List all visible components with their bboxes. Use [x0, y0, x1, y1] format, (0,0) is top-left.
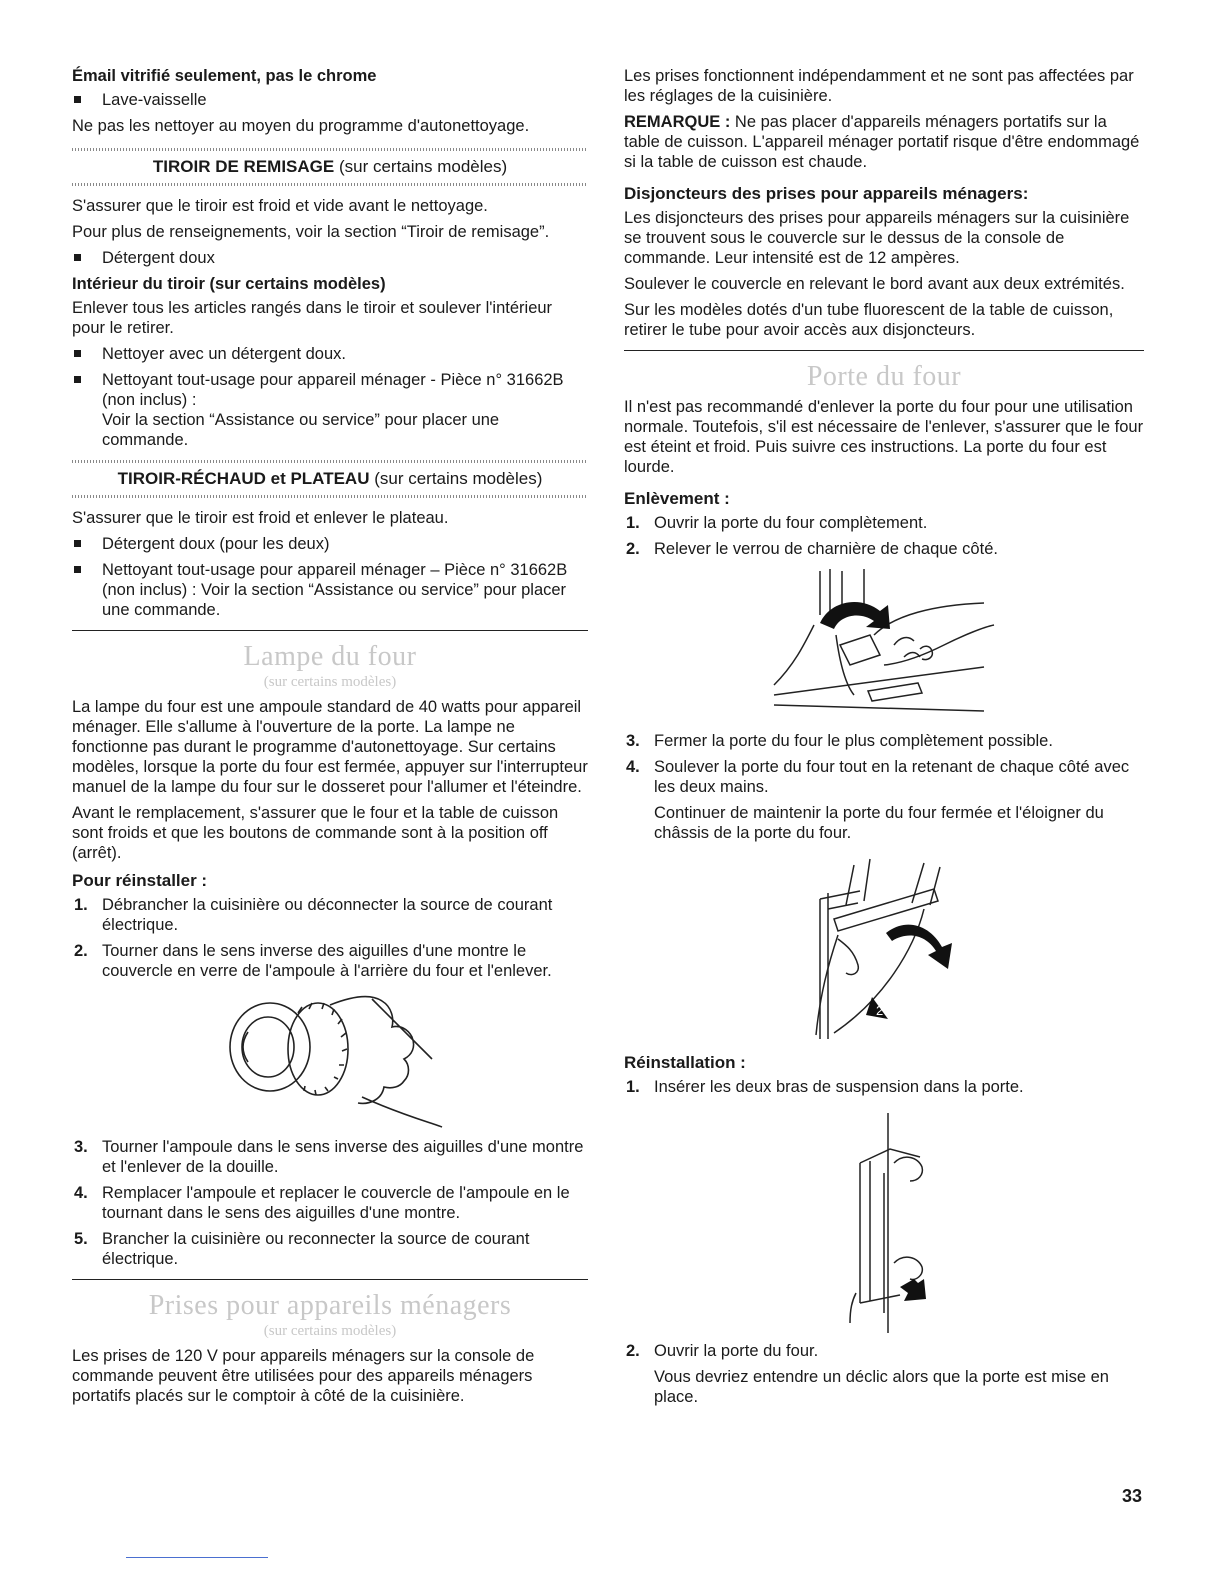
- reinstall-heading: Réinstallation :: [624, 1053, 746, 1072]
- list-item: 1. Insérer les deux bras de suspension dans la porte.: [626, 1078, 1024, 1096]
- warming-bullets: [72, 534, 588, 620]
- lamp-p1: La lampe du four est une ampoule standard de 40 watts pour appareil ménager. Elle s'allume à l'ouverture de la porte. La lampe ne fonctionne pas durant le programme d'autonettoyage. Sur certains modèles, lorsque la porte du four est fermée, appuyer sur l'interrupteur manuel de la lampe du four sur le dosseret pour l'allumer et l'éteindre.: [72, 698, 588, 796]
- bulb-cover-illustration: [72, 987, 588, 1137]
- list-item: Détergent doux: [72, 248, 588, 268]
- outlets-p2: Les prises fonctionnent indépendamment et ne sont pas affectées par les réglages de la cuisinière.: [624, 67, 1134, 105]
- breakers-p2: Soulever le couvercle en relevant le bord avant aux deux extrémités.: [624, 275, 1125, 293]
- dotted-divider: [72, 495, 588, 498]
- reinstall-steps-b: [624, 1341, 1144, 1361]
- reinstall-steps-a: [624, 1077, 1144, 1097]
- left-column: [72, 66, 588, 1412]
- list-item: Détergent doux (pour les deux): [72, 534, 588, 554]
- enamel-note: Ne pas les nettoyer au moyen du programme d'autonettoyage.: [72, 117, 530, 135]
- removal-steps-a: [624, 513, 1144, 559]
- remark: REMARQUE : Ne pas placer d'appareils ménagers portatifs sur la table de cuisson. L'appareil ménager portatif risque d'être endommagé si la table de cuisson est chaude.: [624, 113, 1140, 171]
- list-item: 2. Ouvrir la porte du four.: [626, 1342, 819, 1360]
- dotted-divider: [72, 460, 588, 463]
- lamp-p2: Avant le remplacement, s'assurer que le four et la table de cuisson sont froids et que les boutons de commande sont à la position off (arrêt).: [72, 804, 559, 862]
- door-lift-illustration: [624, 849, 1144, 1045]
- section-rule: [72, 1279, 588, 1280]
- interior-heading: Intérieur du tiroir (sur certains modèles): [72, 275, 386, 293]
- list-item: Nettoyant tout-usage pour appareil ménager - Pièce n° 31662B (non inclus) : Voir la section “Assistance ou service” pour placer une commande.: [72, 370, 588, 450]
- figure-label-2: 2: [876, 1003, 884, 1018]
- list-item: Lave-vaisselle: [72, 90, 588, 110]
- dotted-divider: [72, 148, 588, 151]
- drawer-bullets: [72, 248, 588, 268]
- list-item: 3. Tourner l'ampoule dans le sens inverse des aiguilles d'une montre et l'enlever de la douille.: [74, 1138, 584, 1176]
- section-rule: [624, 350, 1144, 351]
- dotted-divider: [72, 183, 588, 186]
- removal-heading: Enlèvement :: [624, 489, 730, 508]
- breakers-p1: Les disjoncteurs des prises pour appareils ménagers sur la cuisinière se trouvent sous le couvercle sur le dessus de la console de commande. Leur intensité est de 12 ampères.: [624, 209, 1130, 267]
- lamp-title: Lampe du four: [243, 641, 417, 672]
- enamel-heading: Émail vitrifié seulement, pas le chrome: [72, 67, 377, 85]
- lamp-reinstall-heading: Pour réinstaller :: [72, 871, 208, 890]
- right-column: [624, 66, 1144, 1413]
- section-rule: [72, 630, 588, 631]
- interior-p: Enlever tous les articles rangés dans le tiroir et soulever l'intérieur pour le retirer.: [72, 299, 553, 337]
- page-number: 33: [1121, 1486, 1142, 1506]
- drawer-p2: Pour plus de renseignements, voir la section “Tiroir de remisage”.: [72, 223, 550, 241]
- drawer-section-title: TIROIR DE REMISAGE (sur certains modèles): [152, 157, 508, 176]
- list-item: 1. Ouvrir la porte du four complètement.: [626, 514, 928, 532]
- list-item: Nettoyer avec un détergent doux.: [72, 344, 588, 364]
- breakers-p3: Sur les modèles dotés d'un tube fluorescent de la table de cuisson, retirer le tube pour avoir accès aux disjoncteurs.: [624, 301, 1114, 339]
- breakers-heading: Disjoncteurs des prises pour appareils ménagers:: [624, 184, 1029, 203]
- list-item: 2. Tourner dans le sens inverse des aiguilles d'une montre le couvercle en verre de l'ampoule à l'arrière du four et l'enlever.: [74, 942, 552, 980]
- list-item: 5. Brancher la cuisinière ou reconnecter la source de courant électrique.: [74, 1230, 530, 1268]
- enamel-bullets: [72, 90, 588, 110]
- outlets-p1: Les prises de 120 V pour appareils ménagers sur la console de commande peuvent être utilisées pour des appareils ménagers portatifs placés sur le comptoir à côté de la cuisinière.: [72, 1347, 535, 1405]
- lamp-steps-a: [72, 895, 588, 981]
- list-item: Nettoyant tout-usage pour appareil ménager – Pièce n° 31662B (non inclus) : Voir la section “Assistance ou service” pour placer une commande.: [72, 560, 588, 620]
- outlets-subtitle: (sur certains modèles): [263, 1323, 397, 1339]
- door-intro: Il n'est pas recommandé d'enlever la porte du four pour une utilisation normale. Toutefois, s'il est nécessaire de l'enlever, s'assurer que le four est éteint et froid. Puis suivre ces instructions. La porte du four est lourde.: [624, 398, 1144, 476]
- removal-steps-b: [624, 731, 1144, 797]
- list-item: 2. Relever le verrou de charnière de chaque côté.: [626, 540, 998, 558]
- warming-section-title: TIROIR-RÉCHAUD et PLATEAU (sur certains modèles): [117, 469, 543, 488]
- figure-label-1: 1: [928, 955, 936, 970]
- list-item: 4. Soulever la porte du four tout en la retenant de chaque côté avec les deux mains.: [626, 758, 1130, 796]
- list-item: 4. Remplacer l'ampoule et replacer le couvercle de l'ampoule en le tournant dans le sens des aiguilles d'une montre.: [74, 1184, 570, 1222]
- door-title: Porte du four: [806, 361, 962, 392]
- outlets-title: Prises pour appareils ménagers: [148, 1290, 512, 1321]
- door-reinstall-illustration: [624, 1103, 1144, 1341]
- lamp-steps-b: [72, 1137, 588, 1269]
- list-item: 3. Fermer la porte du four le plus complètement possible.: [626, 732, 1053, 750]
- step4-continued: Continuer de maintenir la porte du four fermée et l'éloigner du châssis de la porte du four.: [654, 804, 1104, 842]
- lamp-subtitle: (sur certains modèles): [263, 674, 397, 690]
- list-item: 1. Débrancher la cuisinière ou déconnecter la source de courant électrique.: [74, 896, 553, 934]
- drawer-p1: S'assurer que le tiroir est froid et vide avant le nettoyage.: [72, 197, 488, 215]
- step2-continued: Vous devriez entendre un déclic alors que la porte est mise en place.: [654, 1368, 1109, 1406]
- hinge-lock-illustration: [624, 565, 1144, 731]
- warming-p1: S'assurer que le tiroir est froid et enlever le plateau.: [72, 509, 449, 527]
- footer-line: [126, 1557, 268, 1558]
- interior-bullets: [72, 344, 588, 450]
